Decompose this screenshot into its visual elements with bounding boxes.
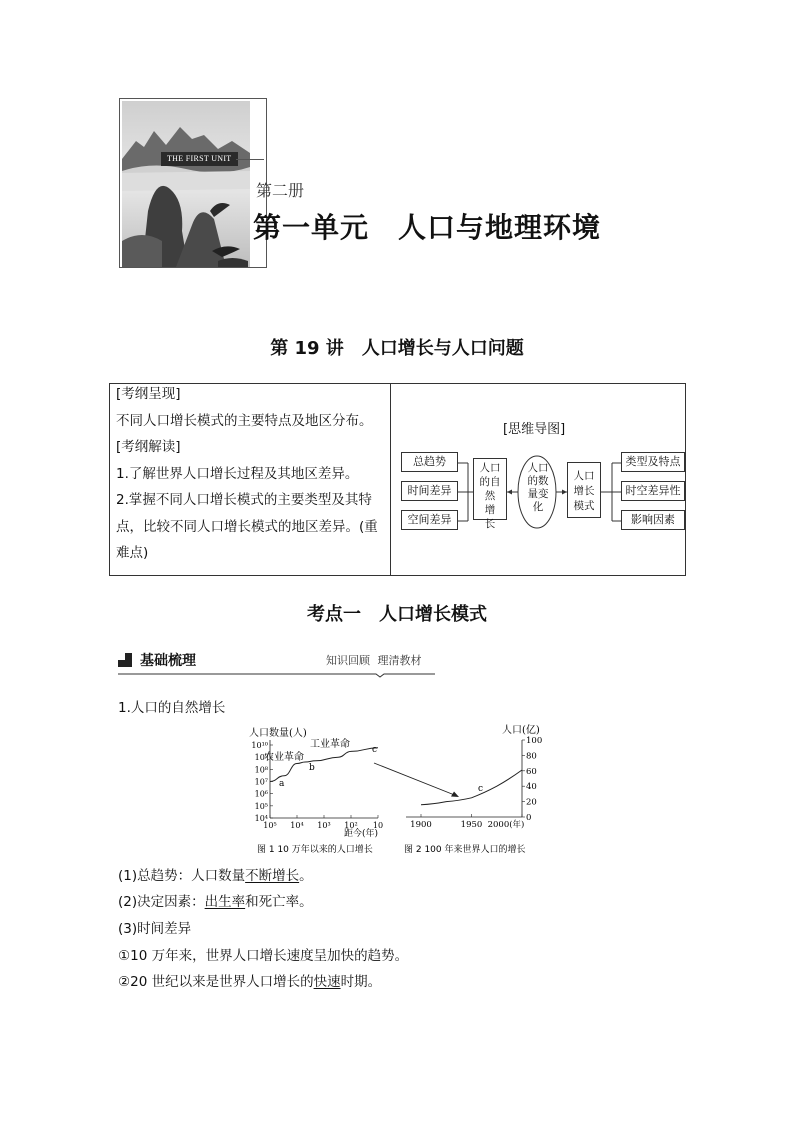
fig2-caption: 图 2 100 年来世界人口的增长 [404,845,526,855]
outline-divider [390,383,391,576]
fig1-y-tick-label: 10⁵ [254,801,268,811]
outline-requirements [116,381,386,567]
fig1-caption: 图 1 10 万年以来的人口增长 [257,845,373,855]
fig1-ylabel: 人口数量(人) [249,728,307,739]
mindmap-node-growth-mode: 人口 增长 模式 [567,462,601,518]
fig-link-arrow [374,763,457,796]
basic-review-subtitle: 知识回顾 理清教材 [326,654,422,667]
item-natural-growth: 1.人口的自然增长 [118,700,226,716]
outline-text: 1.了解世界人口增长过程及其地区差异。 [116,465,359,482]
answer-keyword: 不断增长 [245,868,300,884]
answer-keyword: 出生率 [204,894,246,910]
item-time-diff: (3)时间差异 [118,921,192,937]
fig2-x-tick-label: 1900 [410,820,432,830]
fig1-annotation-agriculture: 农业革命 [264,752,304,763]
population-charts [244,718,554,858]
item-factors: (2)决定因素：出生率和死亡率。 [118,894,313,910]
fig2-y-tick-label: 100 [526,736,543,746]
fig1-label-a: a [279,779,285,789]
basic-review-underline [118,671,436,679]
item-point-1: ①10 万年来，世界人口增长速度呈加快的趋势。 [118,948,409,964]
outline-text: 点，比较不同人口增长模式的地区差异。(重 [116,518,378,535]
fig2-y-tick-label: 0 [526,813,532,823]
fig2-y-tick-label: 60 [526,766,537,777]
fig2-y-tick-label: 80 [526,751,537,762]
mindmap-node-trend: 总趋势 [401,452,458,472]
mindmap-node-factors: 影响因素 [621,510,685,530]
basic-review-label: 基础梳理 [140,653,196,669]
outline-heading-interpretation: [考纲解读] [116,439,181,455]
outline-heading-syllabus: [考纲呈现] [116,386,181,402]
fig2-x-tick-label: 2000(年) [487,820,525,830]
mindmap-node-natural-growth: 人口 的自 然 增 长 [473,458,507,520]
fig2-y-tick-label: 20 [526,797,537,808]
item-point-2: ②20 世纪以来是世界人口增长的快速时期。 [118,974,382,990]
fig1-annotation-industry: 工业革命 [310,739,350,750]
fig1-x-tick-label: 10 [372,821,384,830]
fig1-x-tick-label: 10⁵ [263,821,277,830]
fig1-label-c: c [372,745,378,755]
unit-tag-connector [236,159,264,160]
outline-text: 不同人口增长模式的主要特点及地区分布。 [116,412,373,429]
mindmap-node-spatiotemporal: 时空差异性 [621,481,685,501]
fig1-y-tick-label: 10⁴ [254,814,268,823]
fig1-x-tick-label: 10⁴ [290,821,304,830]
fig1-y-tick-label: 10⁹ [254,753,268,763]
section-square-icon-notch [118,653,125,660]
fig1-x-tick-label: 10² [344,821,358,830]
section-title: 考点一 人口增长模式 [307,604,487,625]
unit-english-tag: THE FIRST UNIT [161,152,238,166]
fig1-y-tick-label: 10⁸ [254,765,268,775]
fig2-x-tick-label: 1950 [460,820,483,830]
mindmap-node-time-diff: 时间差异 [401,481,458,501]
fig1-y-tick-label: 10⁷ [254,777,268,787]
mindmap-node-space-diff: 空间差异 [401,510,458,530]
mindmap-node-types: 类型及特点 [621,452,685,472]
fig2-ylabel: 人口(亿) [502,725,540,736]
fig1-y-tick-label: 10⁶ [254,789,268,799]
fig1-y-tick-label: 10¹⁰ [251,741,268,750]
mindmap-title: [思维导图] [503,422,566,437]
lecture-title: 第 19 讲 人口增长与人口问题 [270,338,524,359]
fig2-label-c: c [478,784,484,794]
fig2-y-tick-label: 40 [526,782,537,793]
outline-text: 难点) [116,545,149,561]
unit-cover-photo [122,101,250,267]
item-trend: (1)总趋势：人口数量不断增长。 [118,868,313,884]
fig1-xlabel: 距今(年) [344,829,379,839]
unit-title: 第一单元 人口与地理环境 [253,211,602,244]
answer-keyword: 快速 [313,974,341,990]
mindmap-node-quantity-change: 人口 的数 量变 化 [527,462,549,513]
fig1-x-tick-label: 10³ [317,821,331,830]
outline-text: 2.掌握不同人口增长模式的主要类型及其特 [116,492,372,508]
book-volume: 第二册 [256,181,305,200]
fig1-label-b: b [309,763,315,773]
